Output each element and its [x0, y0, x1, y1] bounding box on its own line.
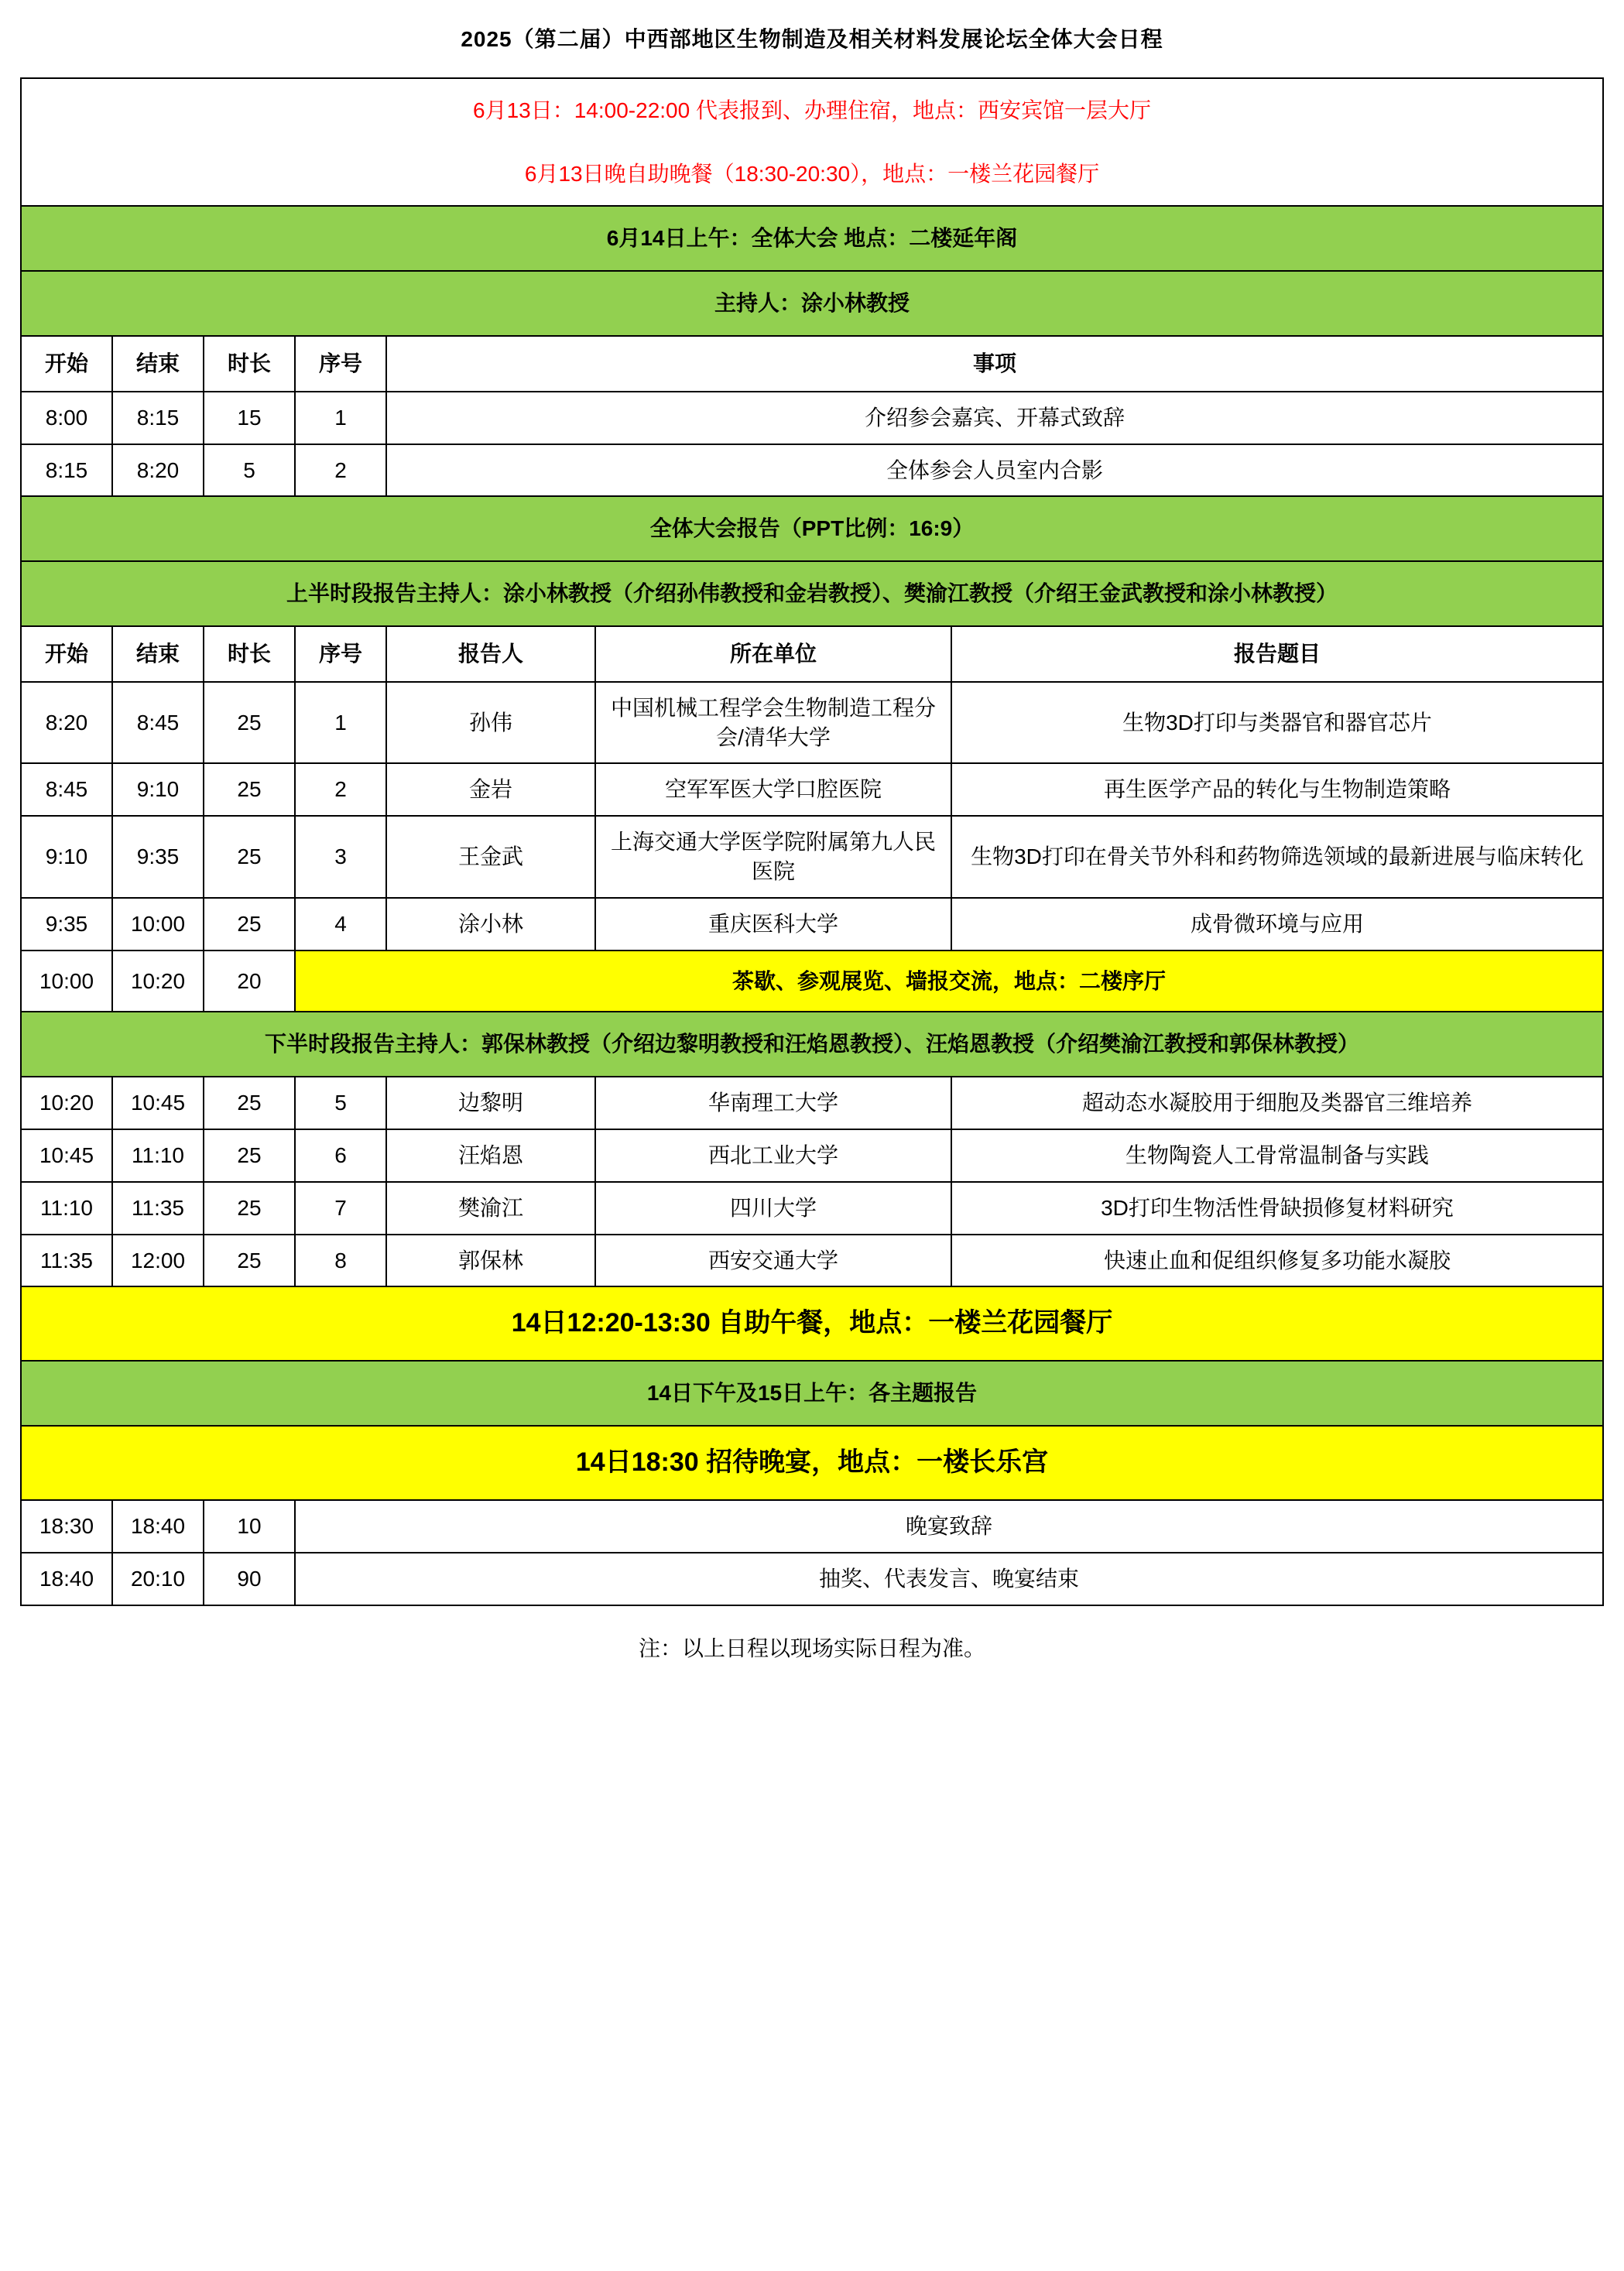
column-header-start: 开始	[21, 336, 112, 392]
plenary-host-first-row	[21, 561, 1603, 626]
cell-end: 12:00	[112, 1235, 204, 1287]
cell-org: 空军军医大学口腔医院	[595, 763, 951, 816]
plenary-host-second-row	[21, 1012, 1603, 1077]
cell-start: 11:35	[21, 1235, 112, 1287]
cell-duration: 25	[204, 1182, 295, 1235]
morning-banner-row	[21, 206, 1603, 271]
column-header-index: 序号	[295, 626, 386, 682]
cell-end: 20:10	[112, 1553, 204, 1605]
column-header-end: 结束	[112, 336, 204, 392]
page-title: 2025（第二届）中西部地区生物制造及相关材料发展论坛全体大会日程	[461, 27, 1163, 51]
table-row	[21, 816, 1603, 898]
footnote-row	[21, 1605, 1603, 1663]
cell-org: 华南理工大学	[595, 1077, 951, 1129]
cell-duration: 10	[204, 1500, 295, 1553]
cell-index: 2	[295, 763, 386, 816]
table-row	[21, 1182, 1603, 1235]
cell-index: 1	[295, 682, 386, 764]
column-header-duration: 时长	[204, 336, 295, 392]
table-row	[21, 682, 1603, 764]
cell-start: 9:10	[21, 816, 112, 898]
cell-duration: 25	[204, 898, 295, 951]
cell-start: 8:20	[21, 682, 112, 764]
cell-speaker: 王金武	[386, 816, 595, 898]
column-header-duration: 时长	[204, 626, 295, 682]
cell-index: 4	[295, 898, 386, 951]
cell-duration: 20	[204, 951, 295, 1012]
cell-org: 中国机械工程学会生物制造工程分会/清华大学	[595, 682, 951, 764]
plenary-banner: 全体大会报告（PPT比例：16:9）	[21, 496, 1603, 561]
cell-duration: 90	[204, 1553, 295, 1605]
banquet-row	[21, 1426, 1603, 1500]
table-row	[21, 763, 1603, 816]
cell-duration: 25	[204, 1235, 295, 1287]
cell-topic: 3D打印生物活性骨缺损修复材料研究	[951, 1182, 1603, 1235]
cell-start: 10:45	[21, 1129, 112, 1182]
agenda-table	[20, 11, 1604, 1663]
cell-start: 18:30	[21, 1500, 112, 1553]
title-row	[21, 11, 1603, 78]
cell-end: 10:20	[112, 951, 204, 1012]
cell-start: 8:15	[21, 444, 112, 497]
theme-banner: 14日下午及15日上午：各主题报告	[21, 1361, 1603, 1426]
cell-end: 11:35	[112, 1182, 204, 1235]
registration-note-row	[21, 78, 1603, 142]
registration-note: 6月13日：14:00-22:00 代表报到、办理住宿，地点：西安宾馆一层大厅	[21, 78, 1603, 142]
cell-speaker: 金岩	[386, 763, 595, 816]
cell-org: 重庆医科大学	[595, 898, 951, 951]
lunch-banner: 14日12:20-13:30 自助午餐，地点：一楼兰花园餐厅	[21, 1286, 1603, 1361]
tea-break-row	[21, 951, 1603, 1012]
cell-end: 8:15	[112, 392, 204, 444]
cell-index: 5	[295, 1077, 386, 1129]
table-row	[21, 1077, 1603, 1129]
morning-header-row	[21, 336, 1603, 392]
table-row	[21, 392, 1603, 444]
cell-topic: 成骨微环境与应用	[951, 898, 1603, 951]
cell-topic: 再生医学产品的转化与生物制造策略	[951, 763, 1603, 816]
column-header-speaker: 报告人	[386, 626, 595, 682]
dinner-note-row	[21, 142, 1603, 207]
column-header-item: 事项	[386, 336, 1603, 392]
cell-speaker: 涂小林	[386, 898, 595, 951]
plenary-host-first-half: 上半时段报告主持人：涂小林教授（介绍孙伟教授和金岩教授）、樊渝江教授（介绍王金武教授和涂小林教授）	[21, 561, 1603, 626]
column-header-org: 所在单位	[595, 626, 951, 682]
table-row	[21, 444, 1603, 497]
cell-duration: 25	[204, 816, 295, 898]
column-header-end: 结束	[112, 626, 204, 682]
table-row	[21, 1235, 1603, 1287]
banquet-banner: 14日18:30 招待晚宴，地点：一楼长乐宫	[21, 1426, 1603, 1500]
column-header-start: 开始	[21, 626, 112, 682]
cell-duration: 25	[204, 763, 295, 816]
cell-speaker: 郭保林	[386, 1235, 595, 1287]
cell-speaker: 汪焰恩	[386, 1129, 595, 1182]
plenary-header-row	[21, 626, 1603, 682]
theme-banner-row	[21, 1361, 1603, 1426]
cell-end: 9:35	[112, 816, 204, 898]
cell-org: 上海交通大学医学院附属第九人民医院	[595, 816, 951, 898]
cell-end: 11:10	[112, 1129, 204, 1182]
cell-speaker: 樊渝江	[386, 1182, 595, 1235]
dinner-note: 6月13日晚自助晚餐（18:30-20:30），地点：一楼兰花园餐厅	[21, 142, 1603, 207]
footnote-text: 注：以上日程以现场实际日程为准。	[638, 1636, 985, 1660]
cell-start: 10:20	[21, 1077, 112, 1129]
cell-duration: 25	[204, 682, 295, 764]
cell-end: 18:40	[112, 1500, 204, 1553]
cell-item: 全体参会人员室内合影	[386, 444, 1603, 497]
cell-duration: 5	[204, 444, 295, 497]
table-row	[21, 1553, 1603, 1605]
cell-index: 6	[295, 1129, 386, 1182]
cell-topic: 快速止血和促组织修复多功能水凝胶	[951, 1235, 1603, 1287]
table-row	[21, 1500, 1603, 1553]
cell-item: 介绍参会嘉宾、开幕式致辞	[386, 392, 1603, 444]
cell-start: 10:00	[21, 951, 112, 1012]
cell-end: 10:00	[112, 898, 204, 951]
cell-end: 8:45	[112, 682, 204, 764]
cell-org: 西安交通大学	[595, 1235, 951, 1287]
cell-duration: 25	[204, 1129, 295, 1182]
column-header-topic: 报告题目	[951, 626, 1603, 682]
cell-topic: 生物陶瓷人工骨常温制备与实践	[951, 1129, 1603, 1182]
cell-start: 8:00	[21, 392, 112, 444]
cell-org: 四川大学	[595, 1182, 951, 1235]
morning-host: 主持人：涂小林教授	[21, 271, 1603, 336]
cell-start: 11:10	[21, 1182, 112, 1235]
cell-start: 18:40	[21, 1553, 112, 1605]
cell-speaker: 边黎明	[386, 1077, 595, 1129]
cell-org: 西北工业大学	[595, 1129, 951, 1182]
cell-index: 1	[295, 392, 386, 444]
cell-item: 抽奖、代表发言、晚宴结束	[295, 1553, 1603, 1605]
cell-start: 8:45	[21, 763, 112, 816]
cell-duration: 25	[204, 1077, 295, 1129]
cell-topic: 生物3D打印在骨关节外科和药物筛选领域的最新进展与临床转化	[951, 816, 1603, 898]
morning-host-row	[21, 271, 1603, 336]
cell-duration: 15	[204, 392, 295, 444]
column-header-index: 序号	[295, 336, 386, 392]
cell-start: 9:35	[21, 898, 112, 951]
tea-break-text: 茶歇、参观展览、墙报交流，地点：二楼序厅	[295, 951, 1603, 1012]
cell-topic: 生物3D打印与类器官和器官芯片	[951, 682, 1603, 764]
cell-item: 晚宴致辞	[295, 1500, 1603, 1553]
cell-index: 3	[295, 816, 386, 898]
cell-index: 8	[295, 1235, 386, 1287]
plenary-host-second-half: 下半时段报告主持人：郭保林教授（介绍边黎明教授和汪焰恩教授）、汪焰恩教授（介绍樊渝江教授和郭保林教授）	[21, 1012, 1603, 1077]
morning-banner: 6月14日上午：全体大会 地点：二楼延年阁	[21, 206, 1603, 271]
cell-end: 8:20	[112, 444, 204, 497]
table-row	[21, 1129, 1603, 1182]
lunch-row	[21, 1286, 1603, 1361]
cell-index: 2	[295, 444, 386, 497]
cell-index: 7	[295, 1182, 386, 1235]
cell-topic: 超动态水凝胶用于细胞及类器官三维培养	[951, 1077, 1603, 1129]
plenary-banner-row	[21, 496, 1603, 561]
cell-speaker: 孙伟	[386, 682, 595, 764]
table-row	[21, 898, 1603, 951]
cell-end: 10:45	[112, 1077, 204, 1129]
cell-end: 9:10	[112, 763, 204, 816]
